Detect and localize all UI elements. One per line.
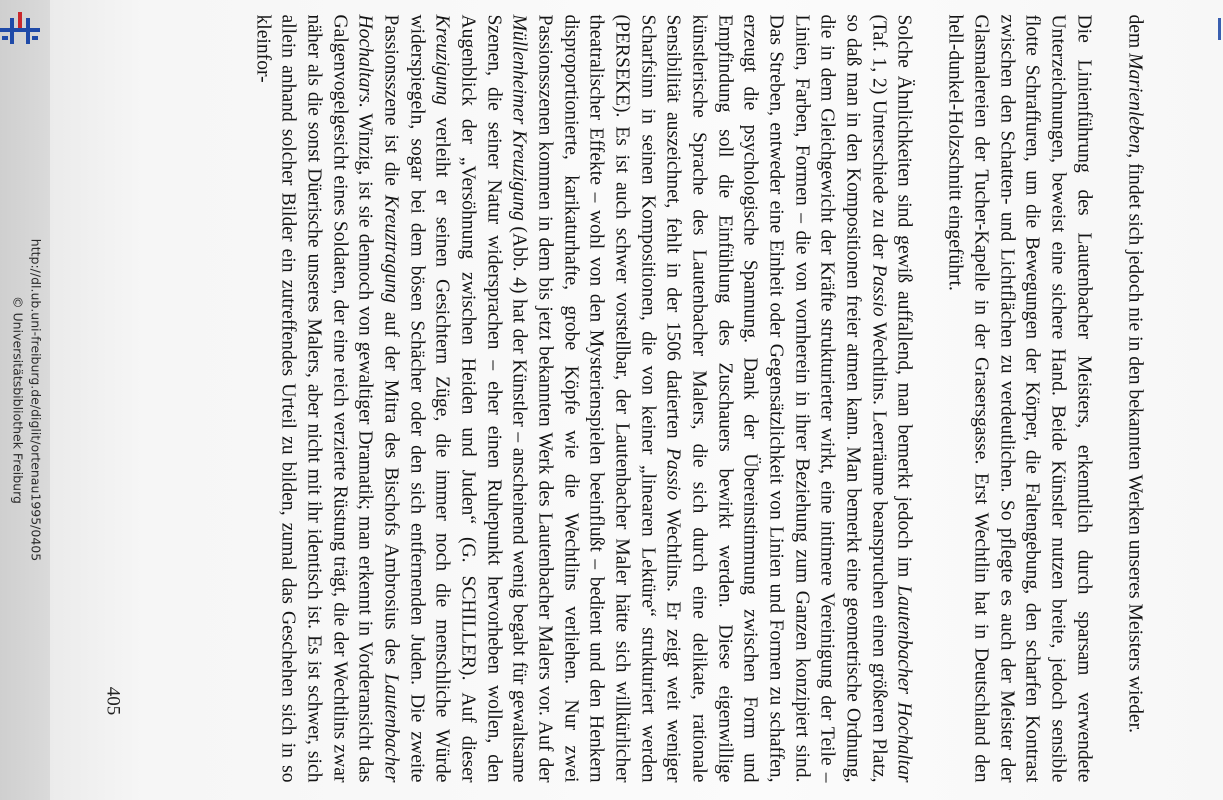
- rotated-text: [112, 14, 1147, 782]
- paragraph-2: Die Linienführung des Lautenbacher Meisters, erkenntlich durch sparsam verwendete Unterzeichnungen, beweist eine sichere Hand. Beide Künstler nutzen breite, jedoch sensible flotte Schraffuren, um die Bewegungen der Körper, die Faltengebung, den scharfen Kontrast zwischen den Schatten- und Lichtflächen zu verdeutlichen. So pflegte es auch der Meister der Glasmalereien der Tucher-Kapelle in der Grasersgasse. Erst Wechtlin hat in Deutschland den hell-dunkel-Holzschnitt eingeführt.: [944, 14, 1094, 782]
- text-block: [112, 14, 1147, 782]
- copyright-notice: © Universitätsbibliothek Freiburg: [10, 296, 26, 504]
- source-url[interactable]: http://dl.ub.uni-freiburg.de/diglit/ortenau1995/0405: [28, 238, 44, 562]
- viewer-margin: [0, 0, 50, 800]
- paragraph-1: dem Marienleben, findet sich jedoch nie in den bekannten Werken unseres Meisters wieder.: [1124, 14, 1145, 733]
- university-logo-icon: [0, 10, 42, 50]
- scanned-page: [50, 0, 1223, 800]
- paragraph-3: Solche Ähnlichkeiten sind gewiß auffallend, man bemerkt jedoch im Lautenbacher Hochaltar (Taf. 1, 2) Unterschiede zu der Passio Wechtlins. Leerräume beanspruchen einen größeren Platz, so daß man in den Kompositionen freier atmen kann. Man bemerkt eine geometrische Ordnung, die in dem Gleichgewicht der Kräfte strukturierter wirkt, eine intimere Vereinigung der Teile – Linien, Farben, Formen – die von vornherein in ihrer Beziehung zum Ganzen konzipiert sind. Das Streben, entweder eine Einheit oder Gegensätzlichkeit von Linien und Formen zu schaffen, erzeugt die psychologische Spannung. Dank der Übereinstimmung zwischen Form und Empfindung soll die Einfühlung des Zuschauers bewirkt werden. Diese eigenwillige künstlerische Sprache des Lautenbacher Malers, die sich durch eine delikate, rationale Sensibilität auszeichnet, fehlt in der 1506 datierten Passio Wechtlins. Er zeigt weit weniger Scharfsinn in seinen Kompositionen, die von keiner „linearen Lektüre“ strukturiert werden (PERSEKE). Es ist auch schwer vorstellbar, der Lautenbacher Maler hätte sich willkürlicher theatralischer Effekte – wohl von den Mysterienspielen beeinflußt – bedient und den Henkern disproportionierte, karikaturhafte, grobe Köpfe wie die Wechtlins verliehen. Nur zwei Passionsszenen kommen in dem bis jetzt bekannten Werk des Lautenbacher Malers vor. Auf der Müllenheimer Kreuzigung (Abb. 4) hat der Künstler – anscheinend wenig begabt für gewaltsame Szenen, die seiner Natur widersprachen – eher einen Ruhepunkt hervorheben wollen, den Augenblick der „Versöhnung zwischen Heiden und Juden“ (G. SCHILLER). Auf dieser Kreuzigung verleiht er seinen Gesichtern Züge, die immer noch die menschliche Würde widerspiegeln, sogar bei dem bösen Schächer oder den sich entfernenden Juden. Die zweite Passionsszene ist die Kreuztragung auf der Mitra des Bischofs Ambrosius des Lautenbacher Hochaltars. Winzig, ist sie dennoch von gewaltiger Dramatik; man erkennt in Vorderansicht das Galgenvogelgesicht eines Soldaten, der eine reich verzierte Rüstung trägt, die der Wechtlins zwar näher als die sonst Düerische unseres Malers, aber nicht mit ihr identisch ist. Es ist schwer, sich allein anhand solcher Bilder ein zutreffendes Urteil zu bilden, zumal das Geschehen sich in so kleinfor-: [251, 14, 915, 783]
- page-edge-mark: [1218, 18, 1221, 40]
- page-number: 405: [102, 686, 124, 716]
